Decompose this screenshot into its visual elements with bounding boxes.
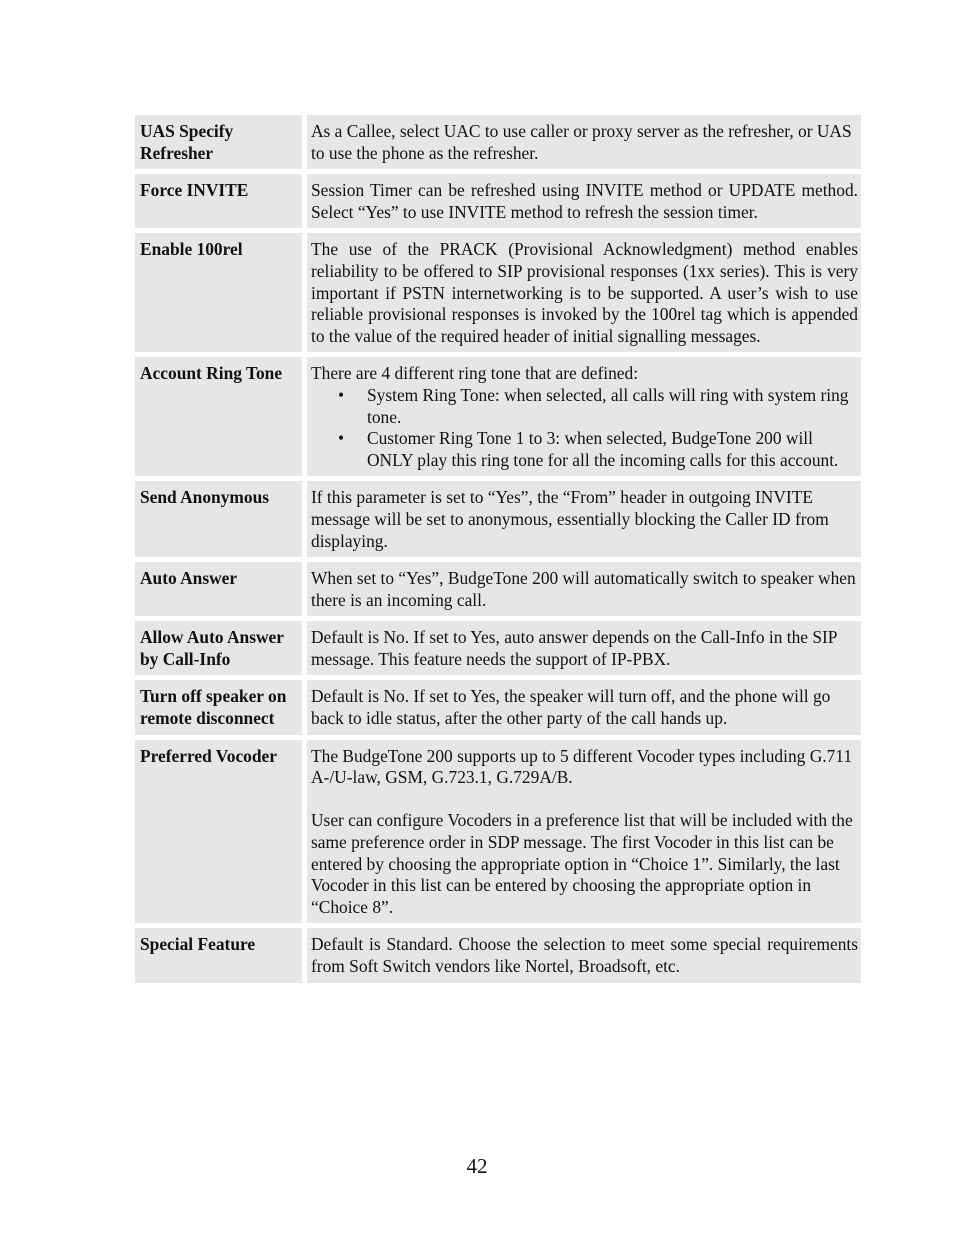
row-label: Force INVITE [135,174,307,228]
table-row [135,562,861,616]
row-label: Preferred Vocoder [135,740,307,924]
table-row [135,621,861,675]
row-description: Default is No. If set to Yes, auto answer depends on the Call-Info in the SIP message. This feature needs the support of IP-PBX. [307,621,861,675]
row-label: Special Feature [135,928,307,982]
ring-tone-intro: There are 4 different ring tone that are defined: [311,363,639,384]
table-row [135,174,861,228]
table-row [135,357,861,476]
row-description: Default is Standard. Choose the selection to meet some special requirements from Soft Switch vendors like Nortel, Broadsoft, etc. [307,928,861,982]
settings-table [135,110,861,988]
table-row [135,740,861,924]
row-label: Send Anonymous [135,481,307,557]
table-row [135,233,861,352]
table-row [135,680,861,734]
bullet-icon: • [338,428,345,449]
row-label: UAS Specify Refresher [135,115,307,169]
row-label: Allow Auto Answer by Call-Info [135,621,307,675]
table-row [135,115,861,169]
row-description [307,357,861,476]
vocoder-paragraph-1: The BudgeTone 200 supports up to 5 different Vocoder types including G.711 A-/U-law, GSM, G.723.1, G.729A/B. [311,745,853,788]
row-description: Session Timer can be refreshed using INVITE method or UPDATE method. Select “Yes” to use INVITE method to refresh the session timer. [307,174,861,228]
row-label: Enable 100rel [135,233,307,352]
row-description: Default is No. If set to Yes, the speaker will turn off, and the phone will go back to idle status, after the other party of the call hands up. [307,680,861,734]
list-item-text: System Ring Tone: when selected, all calls will ring with system ring tone. [367,384,849,427]
list-item [338,428,858,471]
list-item [338,384,858,428]
ring-tone-list [311,385,858,471]
row-label: Auto Answer [135,562,307,616]
row-label: Turn off speaker on remote disconnect [135,680,307,734]
table-row [135,481,861,557]
row-label: Account Ring Tone [135,357,307,476]
vocoder-paragraph-2: User can configure Vocoders in a preference list that will be included with the same preference order in SDP message. The first Vocoder in this list can be entered by choosing the appropriate option in “Choice 1”. Similarly, the last Vocoder in this list can be entered by choosing the appropriate option in “Choice 8”. [311,810,853,917]
row-description: As a Callee, select UAC to use caller or proxy server as the refresher, or UAS to use the phone as the refresher. [307,115,861,169]
row-description: If this parameter is set to “Yes”, the “From” header in outgoing INVITE message will be set to anonymous, essentially blocking the Caller ID from displaying. [307,481,861,557]
bullet-icon: • [338,384,345,405]
table-row [135,928,861,982]
list-item-text: Customer Ring Tone 1 to 3: when selected, BudgeTone 200 will ONLY play this ring tone for all the incoming calls for this account. [367,428,839,470]
row-description [307,740,861,924]
row-description: When set to “Yes”, BudgeTone 200 will automatically switch to speaker when there is an incoming call. [307,562,861,616]
page-number: 42 [466,1154,488,1178]
row-description: The use of the PRACK (Provisional Acknowledgment) method enables reliability to be offered to SIP provisional responses (1xx series). This is very important if PSTN internetworking is to be supported. A user’s wish to use reliable provisional responses is invoked by the 100rel tag which is appended to the value of the required header of initial signalling messages. [307,233,861,352]
